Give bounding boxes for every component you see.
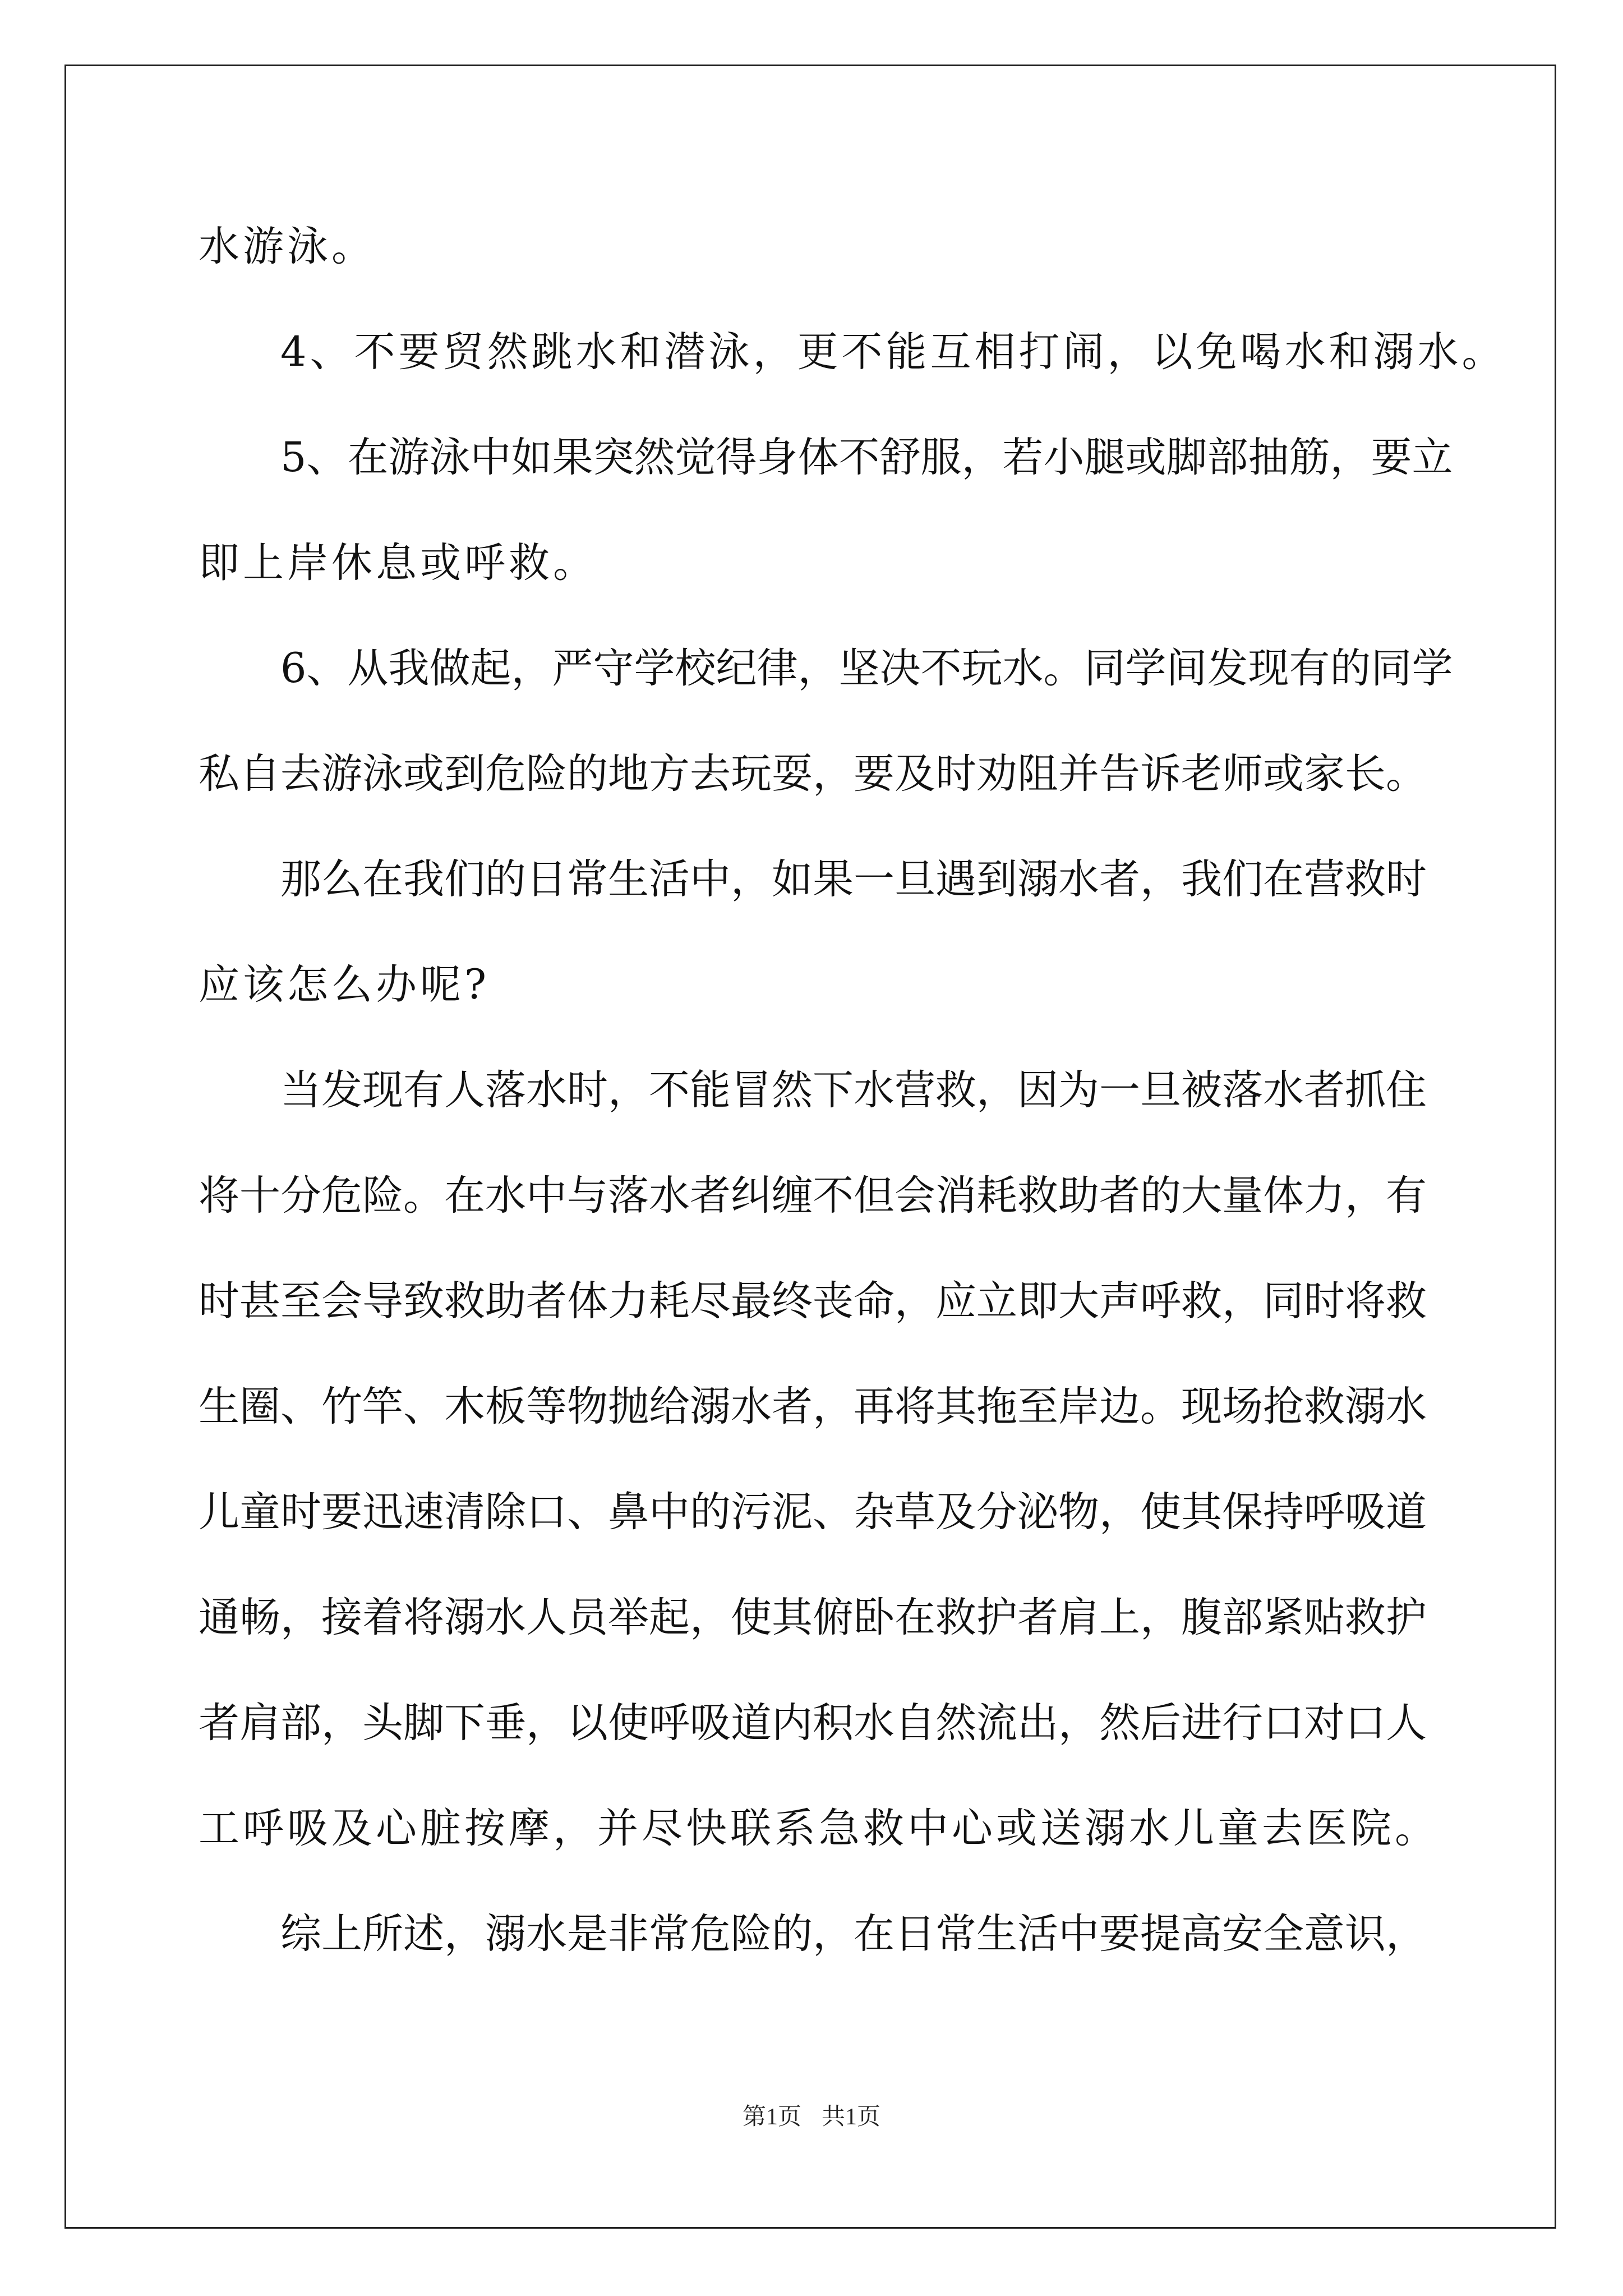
text-line: 通畅，接着将溺水人员举起，使其俯卧在救护者肩上，腹部紧贴救护 <box>199 1594 1427 1641</box>
text-line: 6、从我做起，严守学校纪律，坚决不玩水。同学间发现有的同学 <box>280 645 1453 692</box>
text-line: 即上岸休息或呼救。 <box>199 539 597 587</box>
text-line: 时甚至会导致救助者体力耗尽最终丧命，应立即大声呼救，同时将救 <box>199 1277 1427 1325</box>
page-footer <box>0 2098 1623 2132</box>
text-line: 应该怎么办呢? <box>199 961 490 1009</box>
text-line: 4、不要贸然跳水和潜泳，更不能互相打闹，以免喝水和溺水。 <box>280 328 1506 376</box>
page-number: 第1页 <box>742 2104 801 2130</box>
text-line: 儿童时要迅速清除口、鼻中的污泥、杂草及分泌物，使其保持呼吸道 <box>199 1488 1427 1536</box>
text-line: 那么在我们的日常生活中，如果一旦遇到溺水者，我们在营救时 <box>280 855 1427 903</box>
text-line: 者肩部，头脚下垂，以使呼吸道内积水自然流出，然后进行口对口人 <box>199 1699 1427 1747</box>
total-pages: 共1页 <box>822 2104 881 2130</box>
text-line: 将十分危险。在水中与落水者纠缠不但会消耗救助者的大量体力，有 <box>199 1172 1427 1220</box>
text-line: 工呼吸及心脏按摩，并尽快联系急救中心或送溺水儿童去医院。 <box>199 1805 1439 1852</box>
text-line: 当发现有人落水时，不能冒然下水营救，因为一旦被落水者抓住 <box>280 1066 1427 1114</box>
text-line: 水游泳。 <box>199 223 376 270</box>
text-line: 生圈、竹竿、木板等物抛给溺水者，再将其拖至岸边。现场抢救溺水 <box>199 1383 1427 1430</box>
text-line: 综上所述，溺水是非常危险的，在日常生活中要提高安全意识， <box>280 1910 1427 1958</box>
text-line: 私自去游泳或到危险的地方去玩耍，要及时劝阻并告诉老师或家长。 <box>199 750 1427 798</box>
text-line: 5、在游泳中如果突然觉得身体不舒服，若小腿或脚部抽筋，要立 <box>280 434 1453 481</box>
